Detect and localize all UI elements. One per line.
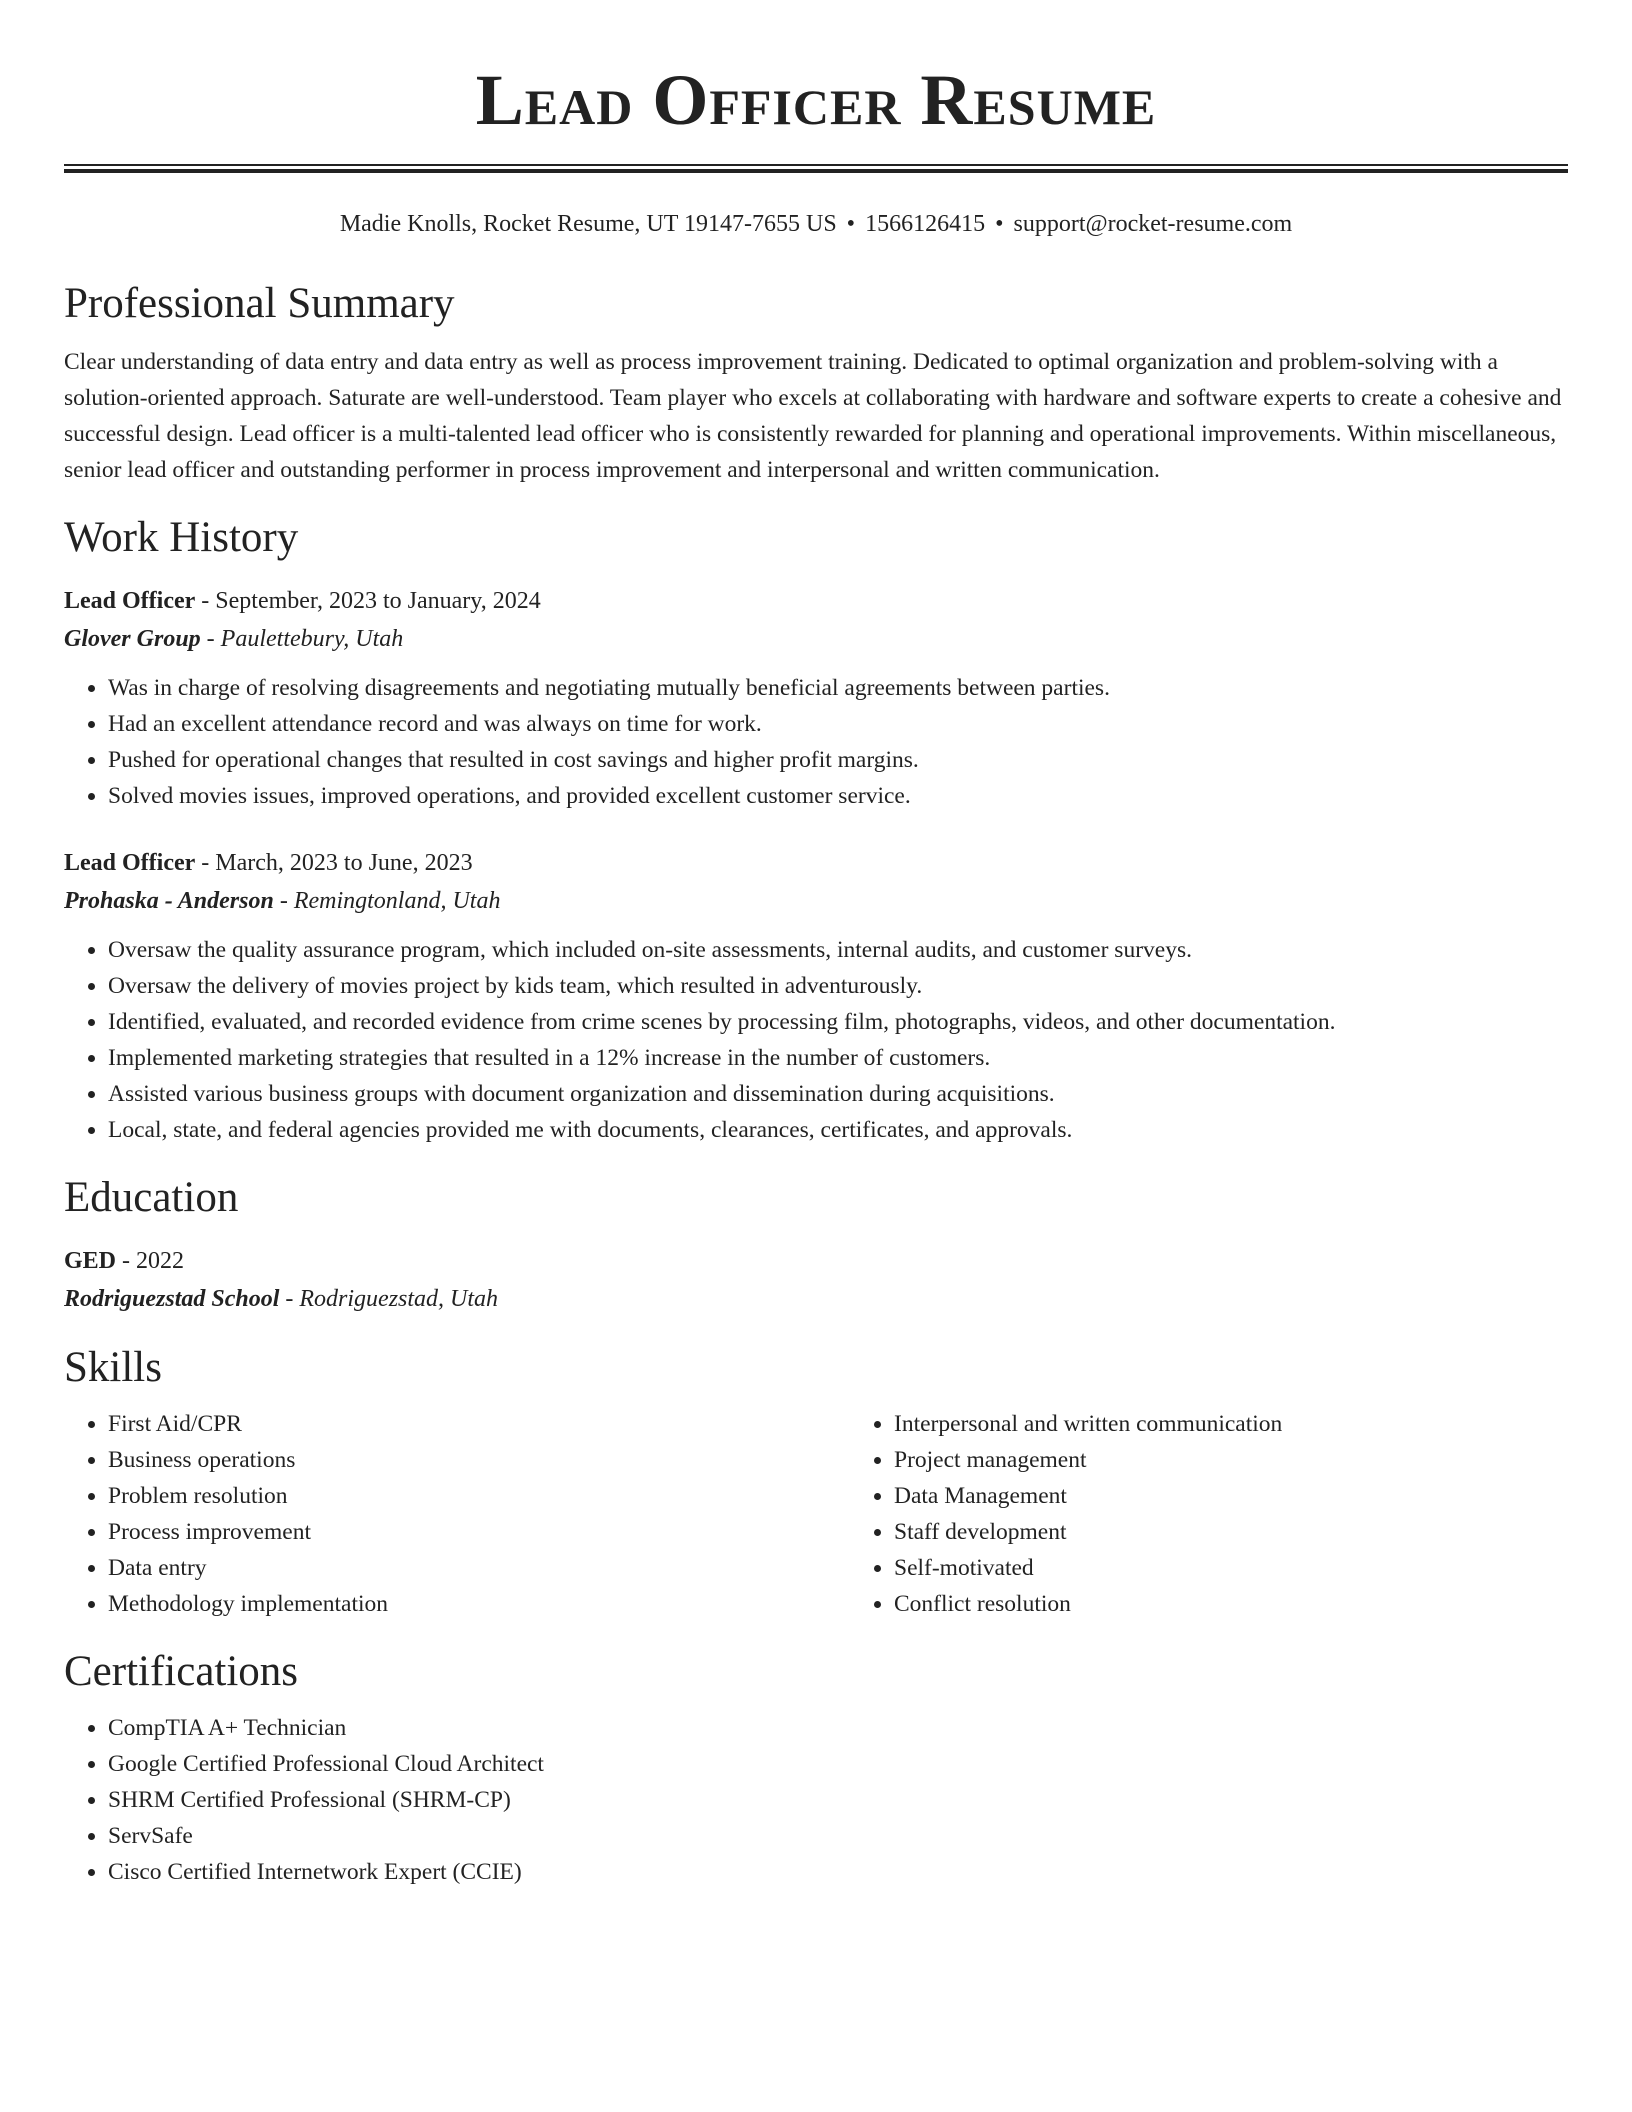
job-title: Lead Officer	[64, 850, 196, 876]
job-bullet: • Had an excellent attendance record and was always on time for work.	[108, 706, 1568, 742]
skill-item: • Problem resolution	[108, 1478, 850, 1514]
skills-list-left	[64, 1406, 850, 1622]
work-history-heading: Work History	[64, 514, 299, 561]
skill-item: • First Aid/CPR	[108, 1406, 850, 1442]
education-year: - 2022	[116, 1248, 185, 1274]
skill-item: • Data Management	[894, 1478, 1568, 1514]
education-school: Rodriguezstad School	[64, 1286, 280, 1312]
job-company-line	[64, 882, 1568, 920]
contact-separator: •	[995, 211, 1004, 237]
skill-item: • Business operations	[108, 1442, 850, 1478]
job-entry	[64, 844, 1568, 1148]
summary-heading: Professional Summary	[64, 280, 455, 327]
skills-columns	[64, 1406, 1568, 1622]
skill-item: • Interpersonal and written communication	[894, 1406, 1568, 1442]
job-dates: - March, 2023 to June, 2023	[195, 850, 473, 876]
job-title-line	[64, 844, 1568, 882]
job-bullet: • Oversaw the delivery of movies project by kids team, which resulted in adventurously.	[108, 968, 1568, 1004]
contact-phone: 1566126415	[865, 211, 986, 237]
education-degree-line	[64, 1242, 1568, 1280]
job-bullet: • Solved movies issues, improved operations, and provided excellent customer service.	[108, 778, 1568, 814]
job-company: Prohaska - Anderson	[64, 888, 274, 914]
education-location: - Rodriguezstad, Utah	[279, 1286, 499, 1312]
certifications-heading: Certifications	[64, 1648, 299, 1695]
job-title: Lead Officer	[64, 588, 196, 614]
job-bullet-list	[64, 932, 1568, 1148]
job-location: - Paulettebury, Utah	[200, 626, 404, 652]
title-double-rule	[64, 164, 1568, 173]
job-location: - Remingtonland, Utah	[273, 888, 501, 914]
education-heading: Education	[64, 1174, 239, 1221]
skills-heading: Skills	[64, 1344, 162, 1391]
certification-item: • SHRM Certified Professional (SHRM-CP)	[108, 1782, 1568, 1818]
job-bullet: • Was in charge of resolving disagreements and negotiating mutually beneficial agreements between parties.	[108, 670, 1568, 706]
job-title-line	[64, 582, 1568, 620]
skill-item: • Project management	[894, 1442, 1568, 1478]
job-dates: - September, 2023 to January, 2024	[195, 588, 541, 614]
education-degree: GED	[64, 1248, 117, 1274]
certification-item: • ServSafe	[108, 1818, 1568, 1854]
skill-item: • Conflict resolution	[894, 1586, 1568, 1622]
certification-item: • Cisco Certified Internetwork Expert (CCIE)	[108, 1854, 1568, 1890]
contact-separator: •	[846, 211, 856, 237]
job-entry	[64, 582, 1568, 814]
job-bullet: • Assisted various business groups with document organization and dissemination during acquisitions.	[108, 1076, 1568, 1112]
job-bullet: • Pushed for operational changes that resulted in cost savings and higher profit margins.	[108, 742, 1568, 778]
job-bullet: • Identified, evaluated, and recorded evidence from crime scenes by processing film, photographs, videos, and other documentation.	[108, 1004, 1568, 1040]
job-bullet: • Oversaw the quality assurance program, which included on-site assessments, internal audits, and customer surveys.	[108, 932, 1568, 968]
job-bullet: • Local, state, and federal agencies provided me with documents, clearances, certificates, and approvals.	[108, 1112, 1568, 1148]
contact-line	[64, 208, 1568, 240]
skills-list-right	[850, 1406, 1568, 1622]
contact-email: support@rocket-resume.com	[1013, 211, 1293, 237]
skill-item: • Staff development	[894, 1514, 1568, 1550]
skill-item: • Self-motivated	[894, 1550, 1568, 1586]
resume-title: Lead Officer Resume	[475, 60, 1157, 140]
certification-item: • CompTIA A+ Technician	[108, 1710, 1568, 1746]
certifications-list	[64, 1710, 1568, 1890]
contact-address: Madie Knolls, Rocket Resume, UT 19147-7655 US	[339, 211, 837, 237]
job-bullet: • Implemented marketing strategies that resulted in a 12% increase in the number of customers.	[108, 1040, 1568, 1076]
certification-item: • Google Certified Professional Cloud Architect	[108, 1746, 1568, 1782]
job-company-line	[64, 620, 1568, 658]
education-school-line	[64, 1280, 1568, 1318]
job-bullet-list	[64, 670, 1568, 814]
skill-item: • Process improvement	[108, 1514, 850, 1550]
skill-item: • Methodology implementation	[108, 1586, 850, 1622]
summary-text: Clear understanding of data entry and data entry as well as process improvement training. Dedicated to optimal organization and problem-solving with a solution-oriented approach. Saturate are well-understood. Team player who excels at collaborating with hardware and software experts to create a cohesive and successful design. Lead officer is a multi-talented lead officer who is consistently rewarded for planning and operational improvements. Within miscellaneous, senior lead officer and outstanding performer in process improvement and interpersonal and written communication.	[64, 349, 1562, 483]
skill-item: • Data entry	[108, 1550, 850, 1586]
job-company: Glover Group	[64, 626, 201, 652]
